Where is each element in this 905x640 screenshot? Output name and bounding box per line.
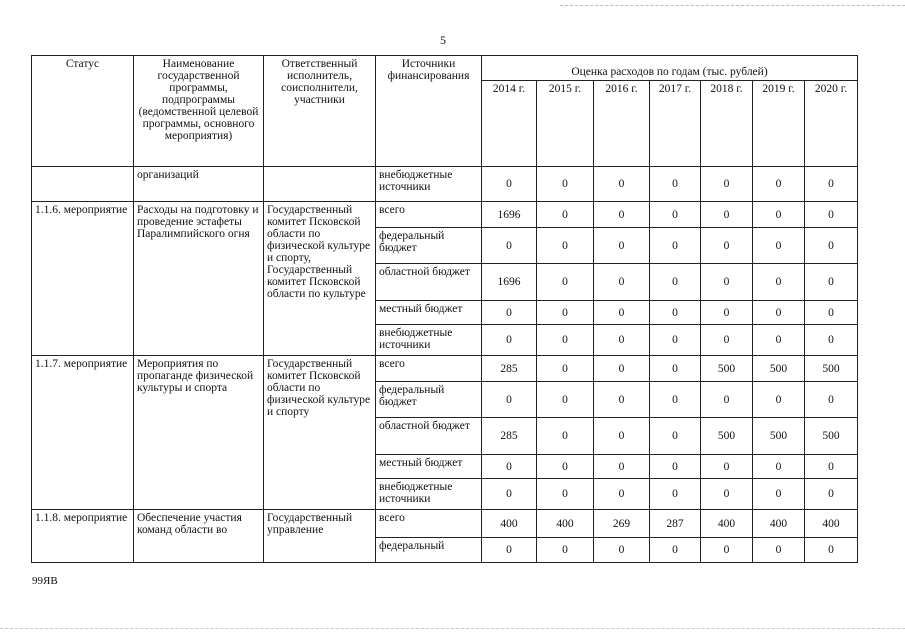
header-year: 2018 г.	[701, 81, 753, 167]
value-cell: 0	[753, 382, 805, 418]
value-cell: 0	[701, 301, 753, 325]
name-cell: Мероприятия по пропаганде физической культуры и спорта	[134, 356, 264, 510]
value-cell: 0	[805, 455, 858, 479]
value-cell: 285	[482, 356, 537, 382]
value-cell: 0	[537, 382, 594, 418]
responsible-cell: Государственный управление	[264, 510, 376, 563]
value-cell: 1696	[482, 264, 537, 301]
source-cell: внебюджетные источники	[376, 167, 482, 202]
value-cell: 0	[805, 301, 858, 325]
header-year: 2019 г.	[753, 81, 805, 167]
table-row	[32, 510, 858, 538]
value-cell: 0	[753, 538, 805, 563]
value-cell: 400	[482, 510, 537, 538]
value-cell: 0	[594, 538, 650, 563]
value-cell: 0	[650, 455, 701, 479]
value-cell: 0	[753, 455, 805, 479]
value-cell: 0	[537, 538, 594, 563]
value-cell: 0	[650, 202, 701, 228]
value-cell: 0	[701, 202, 753, 228]
name-cell: Расходы на подготовку и проведение эстафеты Паралимпийского огня	[134, 202, 264, 356]
value-cell: 0	[753, 167, 805, 202]
source-cell: федеральный	[376, 538, 482, 563]
header-name: Наименование государственной программы, подпрограммы (ведомственной целевой программы, основного мероприятия)	[134, 56, 264, 167]
header-status: Статус	[32, 56, 134, 167]
value-cell: 0	[537, 418, 594, 455]
value-cell: 0	[805, 167, 858, 202]
value-cell: 0	[650, 356, 701, 382]
value-cell: 400	[805, 510, 858, 538]
value-cell: 0	[537, 264, 594, 301]
value-cell: 0	[753, 301, 805, 325]
value-cell: 0	[482, 455, 537, 479]
value-cell: 0	[805, 325, 858, 356]
status-cell	[32, 167, 134, 202]
value-cell: 400	[701, 510, 753, 538]
value-cell: 0	[753, 479, 805, 510]
value-cell: 0	[482, 325, 537, 356]
value-cell: 0	[805, 538, 858, 563]
value-cell: 400	[537, 510, 594, 538]
value-cell: 0	[482, 382, 537, 418]
value-cell: 0	[594, 264, 650, 301]
value-cell: 0	[482, 167, 537, 202]
budget-table	[31, 55, 858, 563]
value-cell: 285	[482, 418, 537, 455]
status-cell: 1.1.6. мероприятие	[32, 202, 134, 356]
table-row	[32, 202, 858, 228]
value-cell: 0	[537, 325, 594, 356]
value-cell: 0	[701, 167, 753, 202]
name-cell: организаций	[134, 167, 264, 202]
value-cell: 269	[594, 510, 650, 538]
value-cell: 0	[701, 479, 753, 510]
header-year: 2017 г.	[650, 81, 701, 167]
value-cell: 0	[650, 382, 701, 418]
value-cell: 0	[650, 228, 701, 264]
value-cell: 0	[701, 382, 753, 418]
document-code: 99ЯВ	[32, 575, 58, 587]
header-year: 2016 г.	[594, 81, 650, 167]
value-cell: 0	[482, 479, 537, 510]
value-cell: 0	[594, 455, 650, 479]
responsible-cell: Государственный комитет Псковской области по физической культуре и спорту, Государственный комитет Псковской области по культуре	[264, 202, 376, 356]
value-cell: 0	[650, 538, 701, 563]
value-cell: 0	[805, 202, 858, 228]
value-cell: 500	[805, 418, 858, 455]
value-cell: 0	[594, 479, 650, 510]
value-cell: 0	[594, 301, 650, 325]
header-estimate: Оценка расходов по годам (тыс. рублей)	[482, 56, 858, 81]
scan-artifact-bottom	[0, 628, 905, 630]
value-cell: 500	[805, 356, 858, 382]
value-cell: 0	[594, 356, 650, 382]
value-cell: 0	[701, 264, 753, 301]
source-cell: федеральный бюджет	[376, 228, 482, 264]
source-cell: областной бюджет	[376, 264, 482, 301]
value-cell: 0	[650, 479, 701, 510]
value-cell: 1696	[482, 202, 537, 228]
value-cell: 0	[537, 356, 594, 382]
value-cell: 0	[594, 167, 650, 202]
value-cell: 500	[753, 356, 805, 382]
value-cell: 0	[701, 538, 753, 563]
value-cell: 0	[650, 264, 701, 301]
value-cell: 0	[594, 325, 650, 356]
value-cell: 0	[537, 202, 594, 228]
value-cell: 0	[537, 301, 594, 325]
value-cell: 287	[650, 510, 701, 538]
source-cell: федеральный бюджет	[376, 382, 482, 418]
value-cell: 500	[701, 418, 753, 455]
value-cell: 0	[753, 264, 805, 301]
name-cell: Обеспечение участия команд области во	[134, 510, 264, 563]
status-cell: 1.1.8. мероприятие	[32, 510, 134, 563]
table-row	[32, 356, 858, 382]
value-cell: 500	[701, 356, 753, 382]
value-cell: 0	[753, 228, 805, 264]
value-cell: 0	[753, 325, 805, 356]
responsible-cell: Государственный комитет Псковской области по физической культуре и спорту	[264, 356, 376, 510]
value-cell: 0	[594, 202, 650, 228]
source-cell: областной бюджет	[376, 418, 482, 455]
source-cell: внебюджетные источники	[376, 479, 482, 510]
source-cell: местный бюджет	[376, 455, 482, 479]
value-cell: 0	[805, 479, 858, 510]
header-sources: Источники финансирования	[376, 56, 482, 167]
value-cell: 0	[482, 228, 537, 264]
header-responsible: Ответственный исполнитель, соисполнители, участники	[264, 56, 376, 167]
page-number: 5	[440, 33, 446, 47]
value-cell: 0	[594, 228, 650, 264]
value-cell: 0	[537, 479, 594, 510]
header-year: 2015 г.	[537, 81, 594, 167]
value-cell: 0	[701, 455, 753, 479]
value-cell: 0	[537, 167, 594, 202]
value-cell: 0	[482, 301, 537, 325]
value-cell: 0	[805, 382, 858, 418]
value-cell: 0	[650, 167, 701, 202]
value-cell: 0	[482, 538, 537, 563]
source-cell: всего	[376, 356, 482, 382]
source-cell: местный бюджет	[376, 301, 482, 325]
value-cell: 0	[701, 228, 753, 264]
value-cell: 0	[594, 418, 650, 455]
value-cell: 0	[594, 382, 650, 418]
scan-artifact-top	[560, 5, 905, 7]
value-cell: 0	[650, 325, 701, 356]
value-cell: 400	[753, 510, 805, 538]
source-cell: внебюджетные источники	[376, 325, 482, 356]
responsible-cell	[264, 167, 376, 202]
source-cell: всего	[376, 202, 482, 228]
value-cell: 0	[650, 418, 701, 455]
value-cell: 500	[753, 418, 805, 455]
status-cell: 1.1.7. мероприятие	[32, 356, 134, 510]
value-cell: 0	[650, 301, 701, 325]
header-year: 2020 г.	[805, 81, 858, 167]
value-cell: 0	[701, 325, 753, 356]
value-cell: 0	[537, 455, 594, 479]
value-cell: 0	[537, 228, 594, 264]
header-year: 2014 г.	[482, 81, 537, 167]
value-cell: 0	[753, 202, 805, 228]
value-cell: 0	[805, 264, 858, 301]
value-cell: 0	[805, 228, 858, 264]
table-row	[32, 167, 858, 202]
source-cell: всего	[376, 510, 482, 538]
